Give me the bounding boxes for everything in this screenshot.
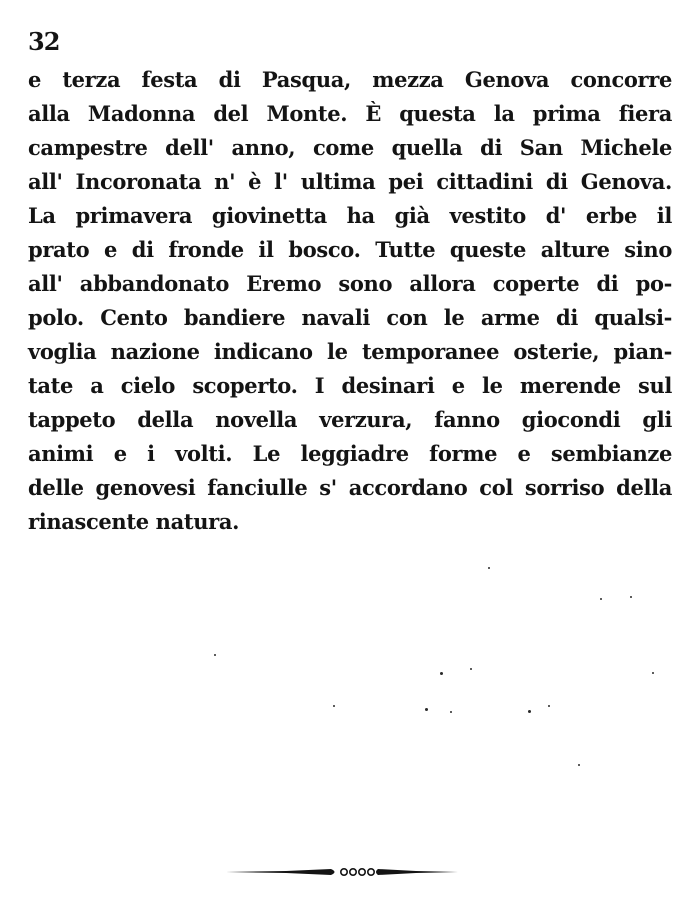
text-line: all' abbandonato Eremo sono allora coperte di po- — [28, 271, 672, 296]
text-line: voglia nazione indicano le temporanee osterie, pian- — [28, 339, 672, 364]
text-line: rinascente natura. — [28, 509, 240, 534]
text-line: all' Incoronata n' è l' ultima pei cittadini di Genova. — [28, 169, 672, 194]
print-speck — [488, 567, 490, 569]
tailpiece-ornament-icon — [226, 862, 458, 882]
print-speck — [528, 710, 531, 713]
body-text — [28, 63, 672, 539]
print-speck — [440, 672, 443, 675]
text-line: prato e di fronde il bosco. Tutte queste alture sino — [28, 237, 672, 262]
text-line: delle genovesi fanciulle s' accordano col sorriso della — [28, 475, 672, 500]
print-speck — [578, 764, 580, 766]
text-line: tate a cielo scoperto. I desinari e le merende sul — [28, 373, 672, 398]
print-speck — [333, 705, 335, 707]
print-speck — [652, 672, 654, 674]
print-speck — [214, 654, 216, 656]
text-line: campestre dell' anno, come quella di San Michele — [28, 135, 672, 160]
text-line: animi e i volti. Le leggiadre forme e sembianze — [28, 441, 672, 466]
text-line: alla Madonna del Monte. È questa la prima fiera — [28, 101, 672, 126]
text-line: tappeto della novella verzura, fanno giocondi gli — [28, 407, 672, 432]
text-line: e terza festa di Pasqua, mezza Genova concorre — [28, 67, 672, 92]
print-speck — [470, 668, 472, 670]
print-speck — [450, 711, 452, 713]
print-speck — [425, 708, 428, 711]
text-line: La primavera giovinetta ha già vestito d' erbe il — [28, 203, 672, 228]
page-number: 32 — [28, 27, 60, 56]
print-speck — [548, 705, 550, 707]
text-line: polo. Cento bandiere navali con le arme di qualsi- — [28, 305, 672, 330]
print-speck — [600, 598, 602, 600]
print-speck — [630, 596, 632, 598]
